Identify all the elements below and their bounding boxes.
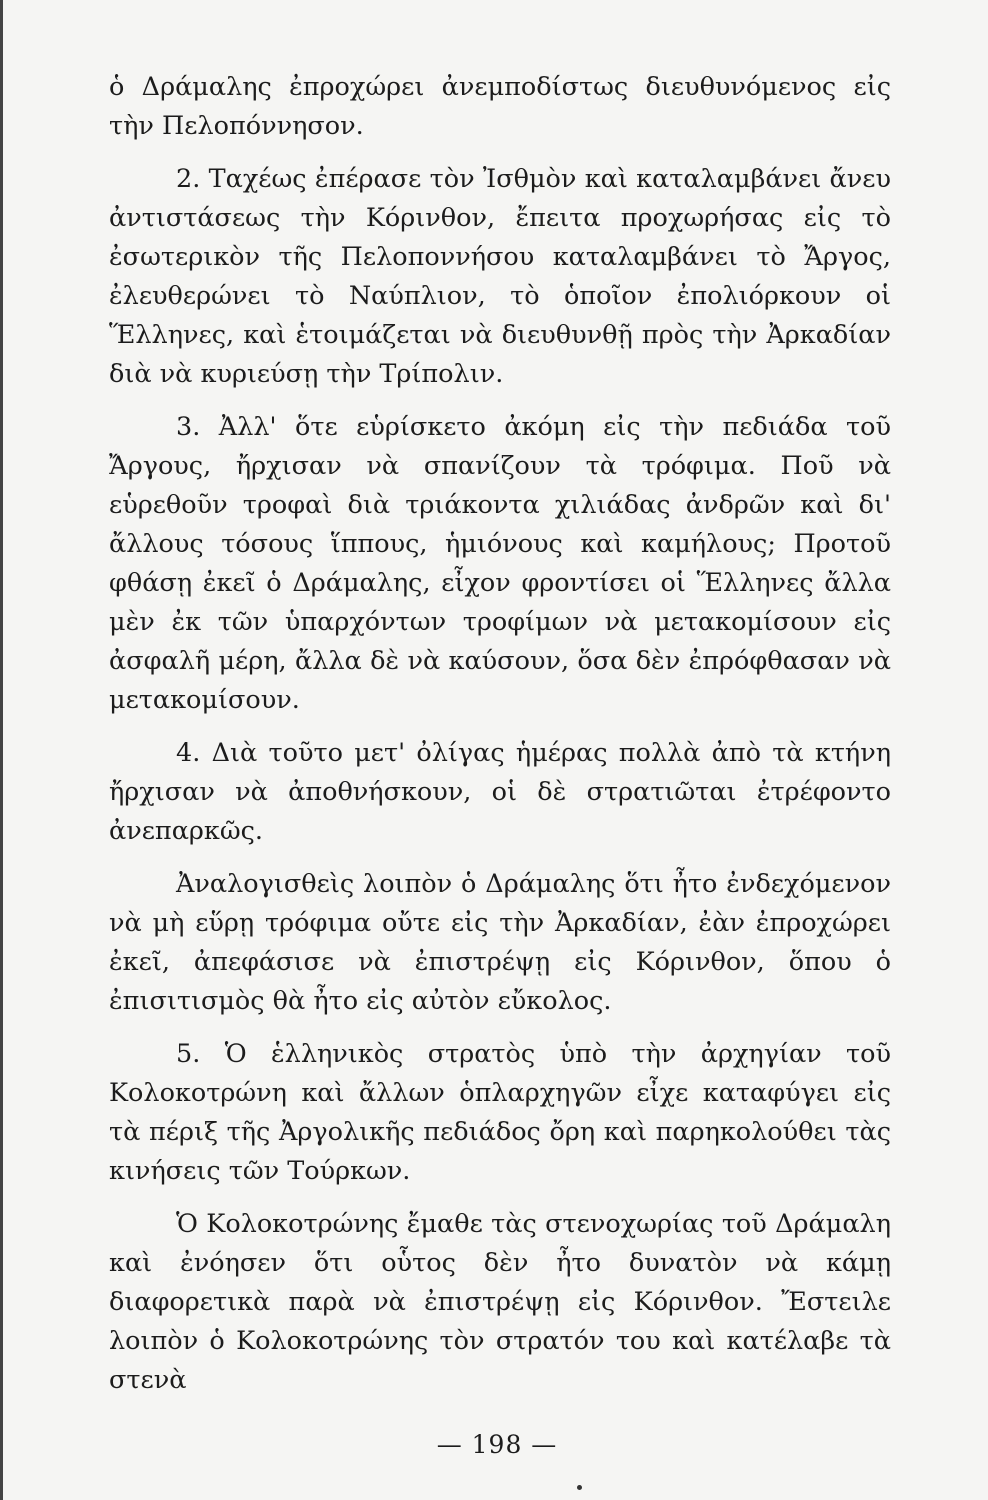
paragraph-5: 5. Ὁ ἑλληνικὸς στρατὸς ὑπὸ τὴν ἀρχηγίαν τοῦ Κολοκοτρώνη καὶ ἄλλων ὁπλαρχηγῶν εἶχε καταφύγει εἰς τὰ πέριξ τῆς Ἀργολικῆς πεδιάδος ὄρη καὶ παρηκολούθει τὰς κινήσεις τῶν Τούρκων. (109, 1039, 891, 1186)
paragraph-continued: ὁ Δράμαλης ἐπροχώρει ἀνεμποδίστως διευθυνόμενος εἰς τὴν Πελοπόννησον. (109, 72, 891, 141)
paragraph-2: 2. Ταχέως ἐπέρασε τὸν Ἰσθμὸν καὶ καταλαμβάνει ἄνευ ἀντιστάσεως τὴν Κόρινθον, ἔπειτα προχωρήσας εἰς τὸ ἐσωτερικὸν τῆς Πελοποννήσου καταλαμβάνει τὸ Ἄργος, ἐλευθερώνει τὸ Ναύπλιον, τὸ ὁποῖον ἐπολιόρκουν οἱ Ἕλληνες, καὶ ἑτοιμάζεται νὰ διευθυνθῇ πρὸς τὴν Ἀρκαδίαν διὰ νὰ κυριεύσῃ τὴν Τρίπολιν. (109, 164, 891, 389)
paragraph-4-continued: Ἀναλογισθεὶς λοιπὸν ὁ Δράμαλης ὅτι ἦτο ἐνδεχόμενον νὰ μὴ εὕρῃ τρόφιμα οὔτε εἰς τὴν Ἀρκαδίαν, ἐὰν ἐπροχώρει ἐκεῖ, ἀπεφάσισε νὰ ἐπιστρέψῃ εἰς Κόρινθον, ὅπου ὁ ἐπισιτισμὸς θὰ ἦτο εἰς αὐτὸν εὔκολος. (109, 869, 891, 1016)
paragraph-3: 3. Ἀλλ' ὅτε εὑρίσκετο ἀκόμη εἰς τὴν πεδιάδα τοῦ Ἄργους, ἤρχισαν νὰ σπανίζουν τὰ τρόφιμα. Ποῦ νὰ εὑρεθοῦν τροφαὶ διὰ τριάκοντα χιλιάδας ἀνδρῶν καὶ δι' ἄλλους τόσους ἵππους, ἡμιόνους καὶ καμήλους; Προτοῦ φθάσῃ ἐκεῖ ὁ Δράμαλης, εἶχον φροντίσει οἱ Ἕλληνες ἄλλα μὲν ἐκ τῶν ὑπαρχόντων τροφίμων νὰ μετακομίσουν εἰς ἀσφαλῆ μέρη, ἄλλα δὲ νὰ καύσουν, ὅσα δὲν ἐπρόφθασαν νὰ μετακομίσουν. (109, 412, 891, 715)
paragraph-4: 4. Διὰ τοῦτο μετ' ὀλίγας ἡμέρας πολλὰ ἀπὸ τὰ κτήνη ἤρχισαν νὰ ἀποθνήσκουν, οἱ δὲ στρατιῶται ἐτρέφοντο ἀνεπαρκῶς. (109, 738, 891, 846)
print-mark (577, 1485, 582, 1490)
paragraph-5-continued: Ὁ Κολοκοτρώνης ἔμαθε τὰς στενοχωρίας τοῦ Δράμαλη καὶ ἐνόησεν ὅτι οὗτος δὲν ἦτο δυνατὸν νὰ κάμῃ διαφορετικὰ παρὰ νὰ ἐπιστρέψῃ εἰς Κόρινθον. Ἔστειλε λοιπὸν ὁ Κολοκοτρώνης τὸν στρατόν του καὶ κατέλαβε τὰ στενὰ (109, 1209, 891, 1395)
page-number: — 198 — (436, 1430, 558, 1459)
body-text (109, 68, 891, 1400)
